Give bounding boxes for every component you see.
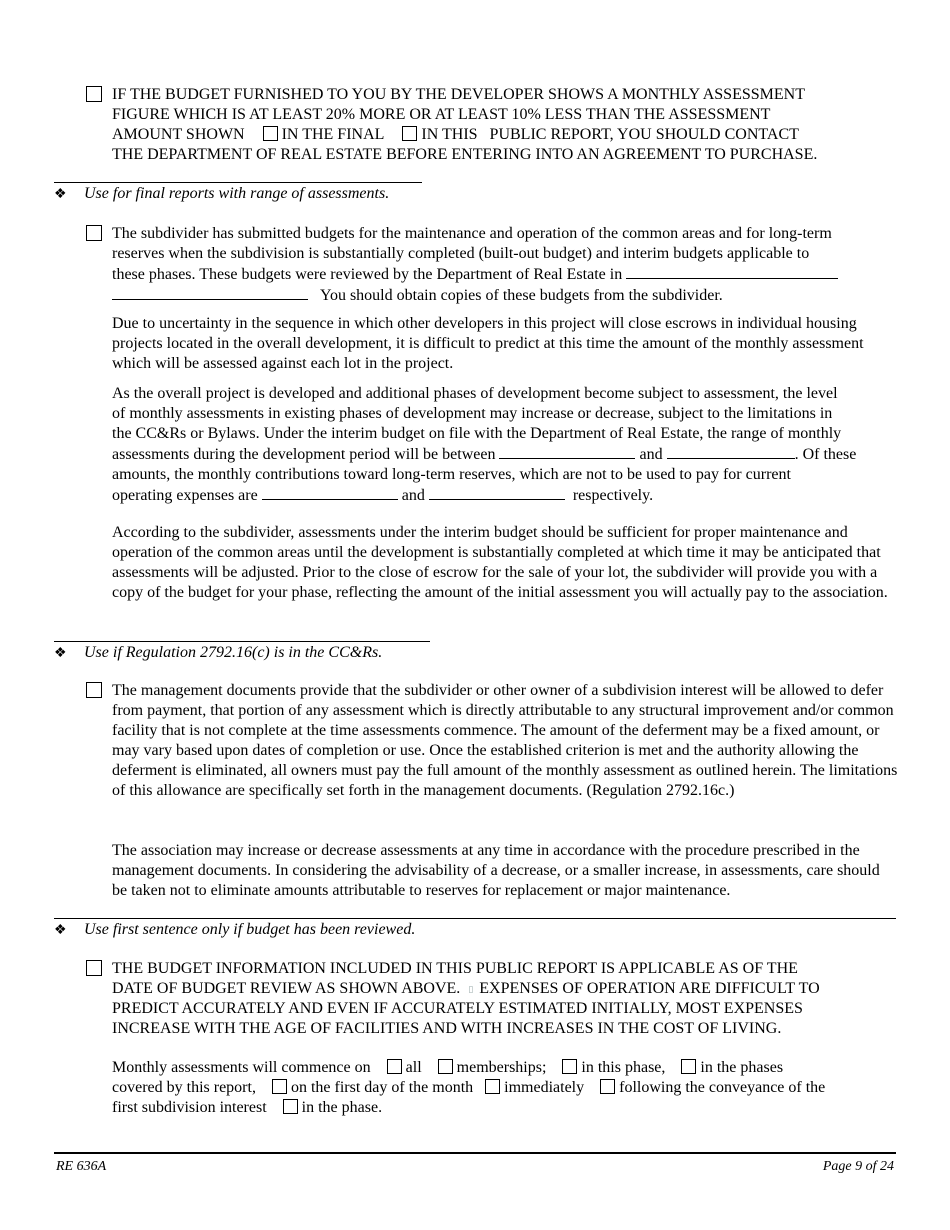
uncertainty-paragraph: Due to uncertainty in the sequence in which other developers in this project will close escrows in individual housing projects located in the overall development, it is difficult to predict at this time the amount of the monthly assessment which will be assessed against each lot in the project.	[112, 315, 864, 372]
memberships-checkbox[interactable]	[438, 1059, 453, 1074]
instruction-note-regulation: ❖ Use if Regulation 2792.16(c) is in the CC&Rs.	[54, 643, 382, 664]
commencement-paragraph: Monthly assessments will commence on all memberships; in this phase, in the phases covered by this report, on the first day of the month immediately following the conveyance of the first subdivision interest in the phase.	[112, 1059, 826, 1116]
form-field-icon: ▯	[468, 984, 474, 994]
page-number: Page 9 of 24	[822, 1159, 894, 1174]
form-id: RE 636A	[56, 1159, 107, 1174]
phases-checkbox[interactable]	[681, 1059, 696, 1074]
overall-project-paragraph: As the overall project is developed and additional phases of development become subject to assessment, the level of monthly assessments in existing phases of development may increase or decrease, subject to the limitations in the CC&Rs or Bylaws. Under the interim budget on file with the Department of Real Estate, the range of monthly assessments during the development period will be between and . Of these amounts, the monthly contributions toward long-term reserves, which are not to be used to pay for current operating expenses are and respectively.	[112, 385, 857, 504]
deferment-checkbox[interactable]	[86, 682, 102, 698]
this-report-checkbox[interactable]	[402, 126, 417, 141]
footer-divider	[54, 1152, 896, 1154]
range-high-blank[interactable]	[667, 444, 795, 459]
deferment-paragraph: The management documents provide that the subdivider or other owner of a subdivision interest will be allowed to defer from payment, that portion of any assessment which is directly attributable to any structural improvement and/or common facility that is not complete at the time assessments commence. The amount of the deferment may be a fixed amount, or may vary based upon dates of completion or use. Once the established criterion is met and the authority allowing the deferment is eliminated, all owners must pay the full amount of the monthly assessment as outlined herein. The limitations of this allowance are specifically set forth in the management documents. (Regulation 2792.16c.)	[112, 682, 898, 799]
diamond-bullet-icon: ❖	[54, 923, 67, 938]
assessment-variance-notice: IF THE BUDGET FURNISHED TO YOU BY THE DEVELOPER SHOWS A MONTHLY ASSESSMENT FIGURE WHICH IS AT LEAST 20% MORE OR AT LEAST 10% LESS THAN THE ASSESSMENT AMOUNT SHOWN IN THE FINAL IN THIS PUBLIC REPORT, YOU SHOULD CONTACT THE DEPARTMENT OF REAL ESTATE BEFORE ENTERING INTO AN AGREEMENT TO PURCHASE.	[112, 86, 818, 163]
section-divider	[54, 641, 430, 642]
assessment-variance-checkbox[interactable]	[86, 86, 102, 102]
section-divider	[54, 918, 896, 919]
range-low-blank[interactable]	[499, 444, 635, 459]
reserve-low-blank[interactable]	[262, 485, 398, 500]
instruction-note-budget-reviewed: ❖ Use first sentence only if budget has been reviewed.	[54, 920, 415, 941]
budget-information-checkbox[interactable]	[86, 960, 102, 976]
following-conveyance-checkbox[interactable]	[600, 1079, 615, 1094]
all-checkbox[interactable]	[387, 1059, 402, 1074]
review-date-blank-2[interactable]	[112, 285, 308, 300]
first-day-checkbox[interactable]	[272, 1079, 287, 1094]
according-paragraph: According to the subdivider, assessments under the interim budget should be sufficient for proper maintenance and operation of the common areas until the development is substantially completed at which time it may be anticipated that assessments will be adjusted. Prior to the close of escrow for the sale of your lot, the subdivider will provide you with a copy of the budget for your phase, reflecting the amount of the initial assessment you will actually pay to the association.	[112, 524, 888, 601]
section-divider	[54, 182, 422, 183]
this-phase-checkbox[interactable]	[562, 1059, 577, 1074]
budgets-submitted-paragraph: The subdivider has submitted budgets for the maintenance and operation of the common areas and for long-term reserves when the subdivision is substantially completed (built-out budget) and interim budgets applicable to these phases. These budgets were reviewed by the Department of Real Estate in You should obtain copies of these budgets from the subdivider.	[112, 224, 898, 306]
final-report-checkbox[interactable]	[263, 126, 278, 141]
association-paragraph: The association may increase or decrease assessments at any time in accordance with the procedure prescribed in the management documents. In considering the advisability of a decrease, or a smaller increase, in assessments, care should be taken not to eliminate amounts attributable to reserves for replacement or major maintenance.	[112, 842, 880, 899]
instruction-note-final-reports: ❖ Use for final reports with range of assessments.	[54, 184, 389, 205]
in-the-phase-checkbox[interactable]	[283, 1099, 298, 1114]
reserve-high-blank[interactable]	[429, 485, 565, 500]
immediately-checkbox[interactable]	[485, 1079, 500, 1094]
diamond-bullet-icon: ❖	[54, 646, 67, 661]
diamond-bullet-icon: ❖	[54, 187, 67, 202]
budgets-submitted-checkbox[interactable]	[86, 225, 102, 241]
budget-information-notice: THE BUDGET INFORMATION INCLUDED IN THIS PUBLIC REPORT IS APPLICABLE AS OF THE DATE OF BUDGET REVIEW AS SHOWN ABOVE. ▯ EXPENSES OF OPERATION ARE DIFFICULT TO PREDICT ACCURATELY AND EVEN IF ACCURATELY ESTIMATED INITIALLY, MOST EXPENSES INCREASE WITH THE AGE OF FACILITIES AND WITH INCREASES IN THE COST OF LIVING.	[112, 960, 820, 1037]
review-date-blank[interactable]	[626, 264, 838, 279]
